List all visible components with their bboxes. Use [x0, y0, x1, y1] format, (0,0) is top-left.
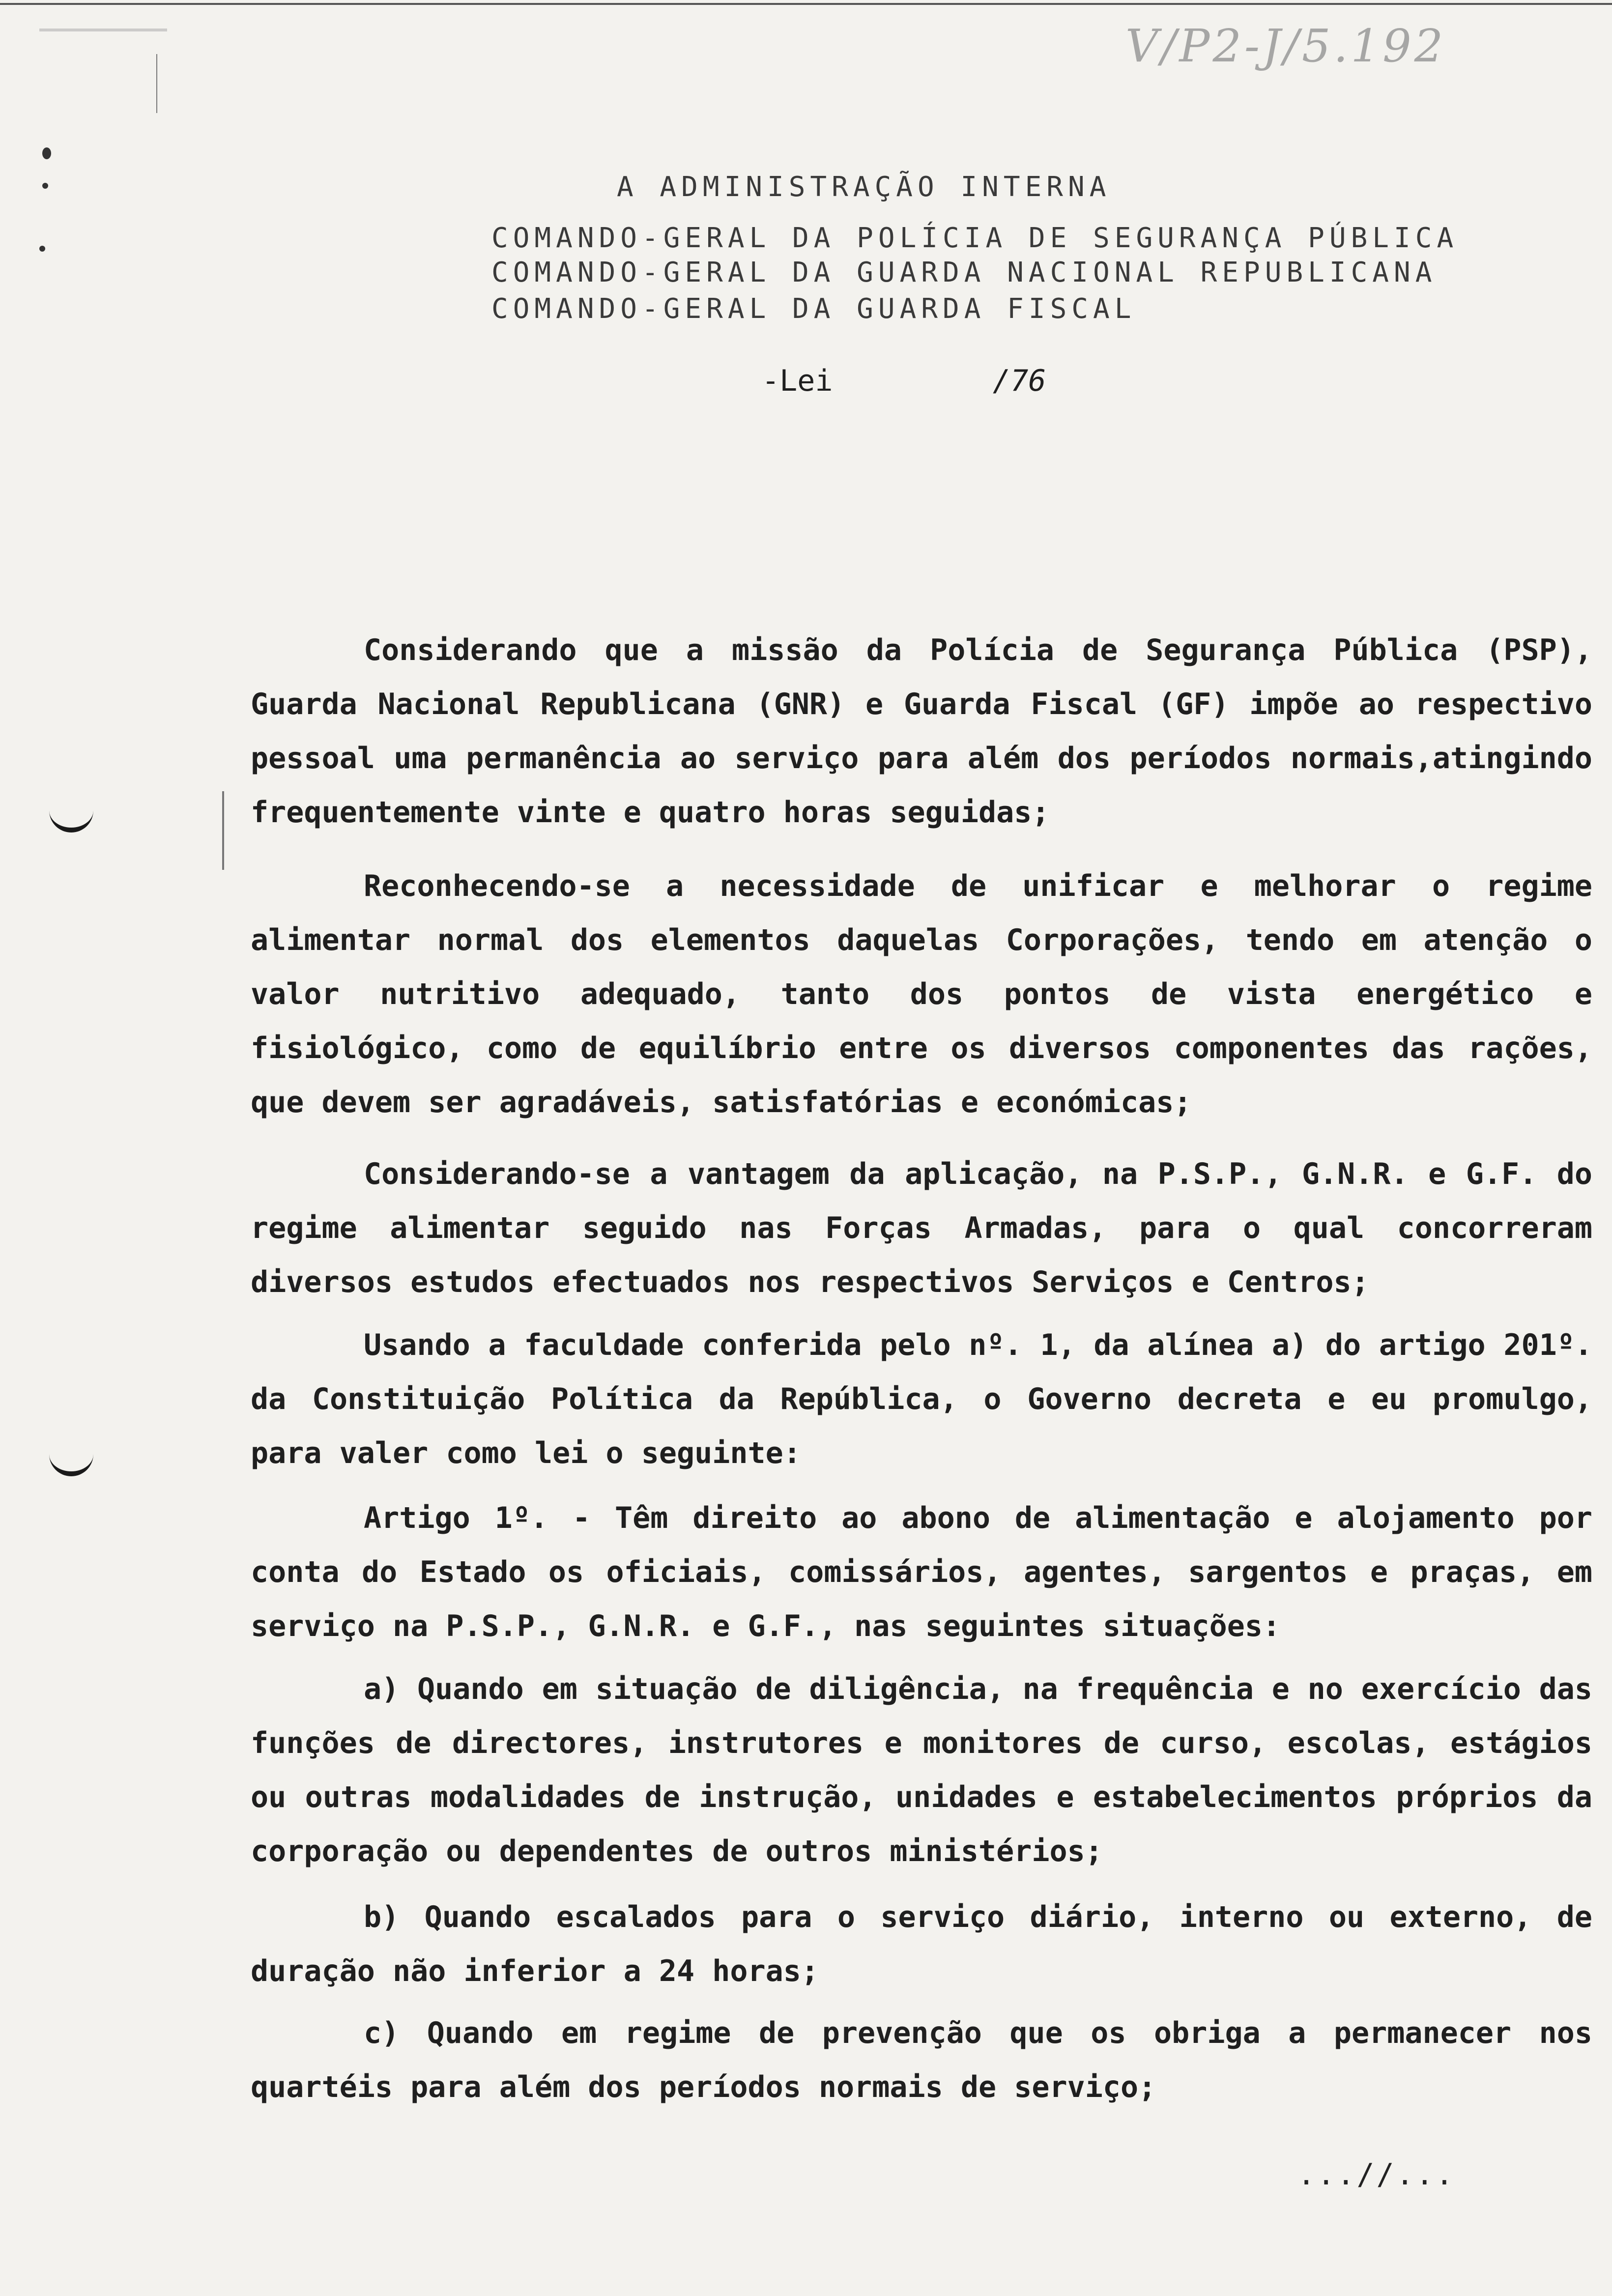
- handwritten-reference: V/P2-J/5.192: [1125, 20, 1446, 72]
- margin-speck: [39, 246, 45, 252]
- paragraph-alinea-c: c) Quando em regime de prevenção que os obriga a permanecer nos quartéis para além dos períodos normais de serviço;: [251, 2016, 1592, 2104]
- margin-line: [156, 54, 157, 113]
- header-line-psp: COMANDO-GERAL DA POLÍCIA DE SEGURANÇA PÚBLICA: [491, 222, 1459, 254]
- margin-speck: [42, 183, 48, 189]
- margin-speck: [42, 147, 51, 159]
- top-border-line: [0, 3, 1612, 5]
- decree-type: -Lei: [762, 364, 833, 398]
- header-line-gnr: COMANDO-GERAL DA GUARDA NACIONAL REPUBLICANA: [491, 257, 1437, 288]
- continuation-mark: ...//...: [1297, 2157, 1455, 2192]
- binder-hole-mark: [49, 1450, 93, 1476]
- header-line-administracao: A ADMINISTRAÇÃO INTERNA: [617, 171, 1111, 203]
- paragraph-alinea-b: b) Quando escalados para o serviço diário, interno ou externo, de duração não inferior a 24 horas;: [251, 1900, 1592, 1988]
- paragraph-artigo-1: Artigo 1º. - Têm direito ao abono de alimentação e alojamento por conta do Estado os oficiais, comissários, agentes, sargentos e praças, em serviço na P.S.P., G.N.R. e G.F., nas seguintes situações:: [251, 1501, 1592, 1643]
- binder-hole-mark: [49, 806, 93, 832]
- decree-number: /76: [993, 364, 1046, 398]
- paragraph-considerando-vantagem: Considerando-se a vantagem da aplicação, na P.S.P., G.N.R. e G.F. do regime alimentar seguido nas Forças Armadas, para o qual concorreram diversos estudos efectuados nos respectivos Serviços e Centros;: [251, 1157, 1592, 1299]
- margin-line: [222, 791, 224, 870]
- corner-stamp-mark: [39, 29, 167, 31]
- header-line-gf: COMANDO-GERAL DA GUARDA FISCAL: [491, 293, 1136, 325]
- paragraph-considerando-missao: Considerando que a missão da Polícia de Segurança Pública (PSP), Guarda Nacional Republicana (GNR) e Guarda Fiscal (GF) impõe ao respectivo pessoal uma permanência ao serviço para além dos períodos normais,atingindo frequentemente vinte e quatro horas seguidas;: [251, 633, 1592, 830]
- paragraph-usando-faculdade: Usando a faculdade conferida pelo nº. 1, da alínea a) do artigo 201º. da Constituição Política da República, o Governo decreta e eu promulgo, para valer como lei o seguinte:: [251, 1328, 1592, 1470]
- paragraph-reconhecendo: Reconhecendo-se a necessidade de unificar e melhorar o regime alimentar normal dos elementos daquelas Corporações, tendo em atenção o valor nutritivo adequado, tanto dos pontos de vista energético e fisiológico, como de equilíbrio entre os diversos componentes das rações, que devem ser agradáveis, satisfatórias e económicas;: [251, 869, 1592, 1119]
- paragraph-alinea-a: a) Quando em situação de diligência, na frequência e no exercício das funções de directores, instrutores e monitores de curso, escolas, estágios ou outras modalidades de instrução, unidades e estabelecimentos próprios da corporação ou dependentes de outros ministérios;: [251, 1672, 1592, 1868]
